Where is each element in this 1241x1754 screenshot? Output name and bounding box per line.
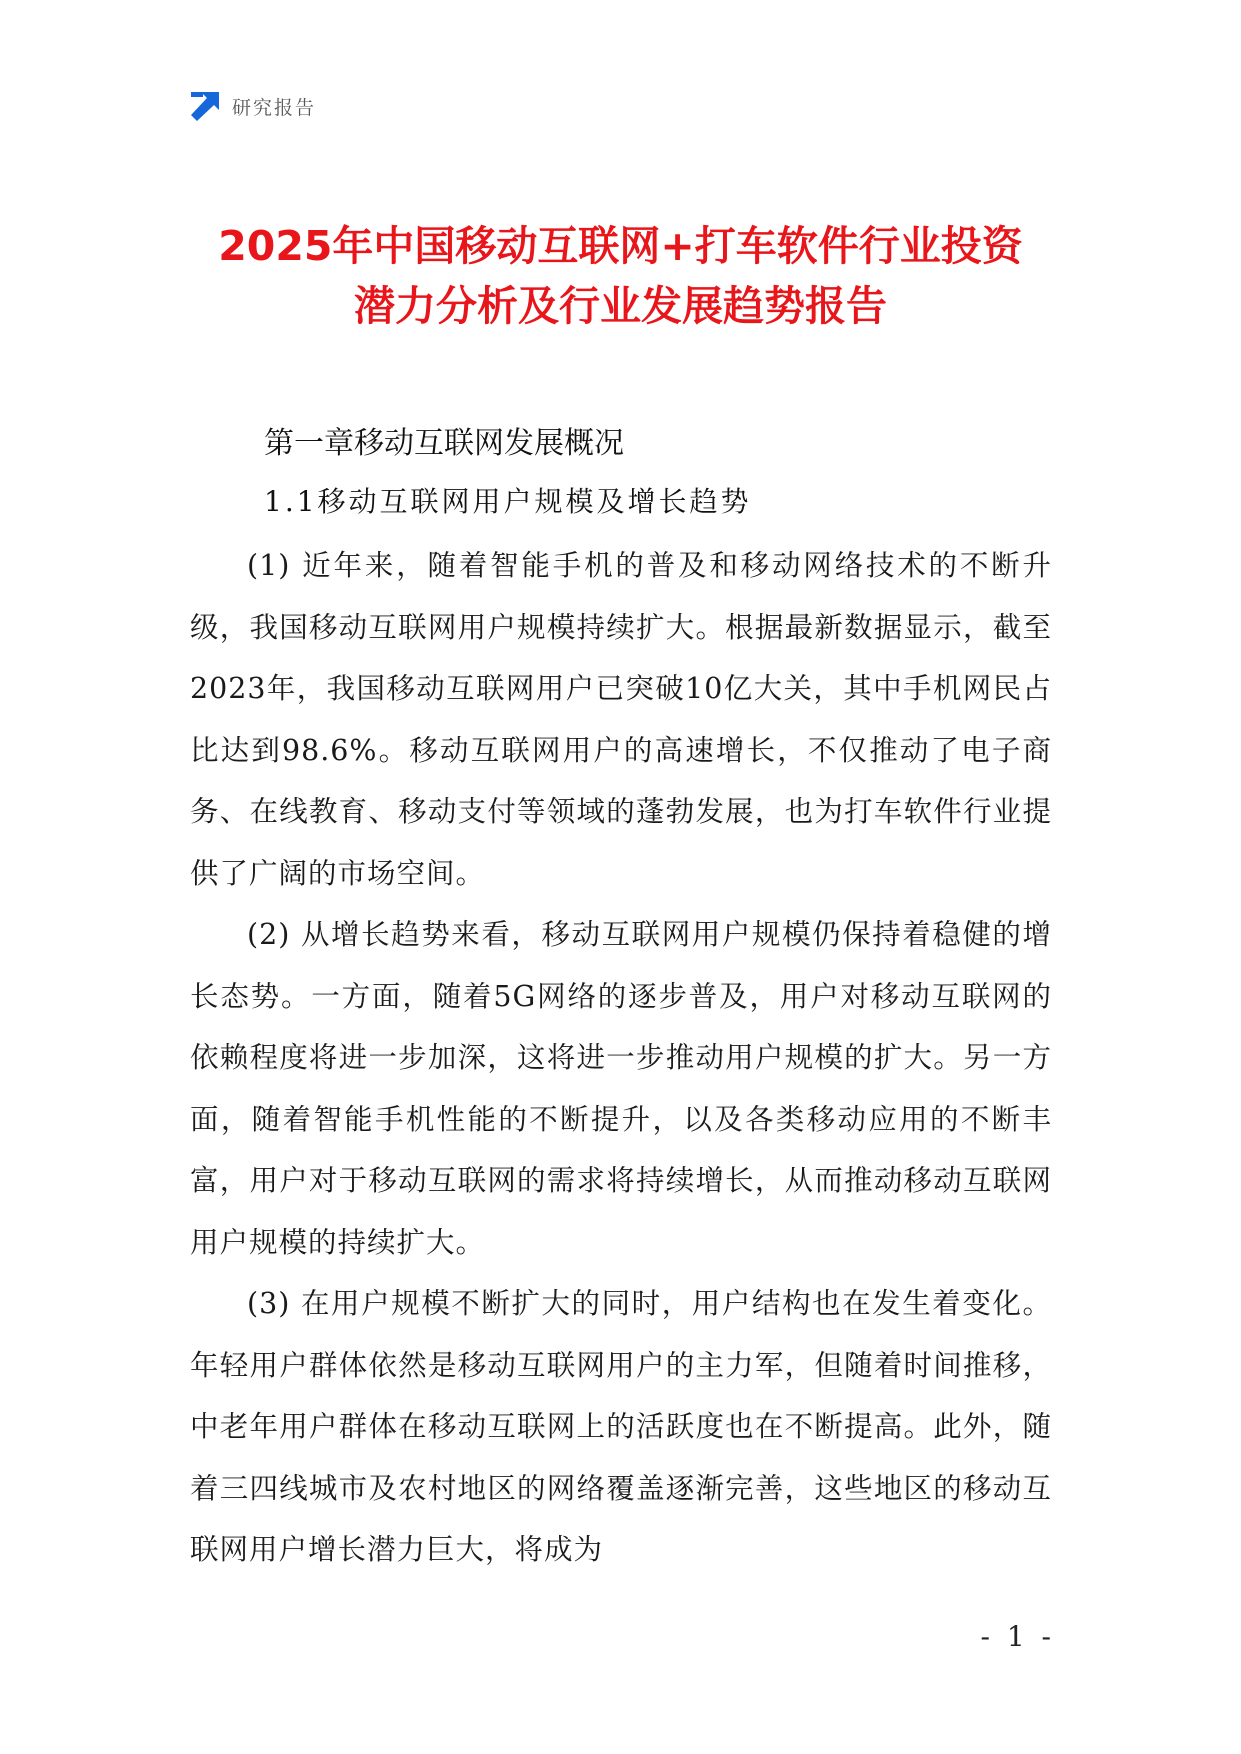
paragraph-3: (3) 在用户规模不断扩大的同时，用户结构也在发生着变化。年轻用户群体依然是移动互联网用户的主力军，但随着时间推移，中老年用户群体在移动互联网上的活跃度也在不断提高。此外，随着三四线城市及农村地区的网络覆盖逐渐完善，这些地区的移动互联网用户增长潜力巨大，将成为 — [190, 1287, 1052, 1566]
page-number: - 1 - — [980, 1620, 1055, 1653]
paragraph-1: (1) 近年来，随着智能手机的普及和移动网络技术的不断升级，我国移动互联网用户规模持续扩大。根据最新数据显示，截至2023年，我国移动互联网用户已突破10亿大关，其中手机网民占比达到98.6%。移动互联网用户的高速增长，不仅推动了电子商务、在线教育、移动支付等领域的蓬勃发展，也为打车软件行业提供了广阔的市场空间。 — [190, 549, 1052, 890]
chapter-heading: 第一章移动互联网发展概况 — [264, 426, 624, 461]
document-title — [150, 216, 1091, 336]
title-line-1: 2025年中国移动互联网+打车软件行业投资 — [218, 222, 1023, 270]
report-arrow-logo-icon — [190, 91, 220, 121]
header-label: 研究报告 — [232, 96, 317, 119]
section-heading: 1.1移动互联网用户规模及增长趋势 — [264, 485, 752, 518]
title-line-2: 潜力分析及行业发展趋势报告 — [354, 282, 887, 330]
body-text — [190, 535, 1052, 1581]
page-header — [190, 88, 316, 124]
paragraph-2: (2) 从增长趋势来看，移动互联网用户规模仍保持着稳健的增长态势。一方面，随着5G网络的逐步普及，用户对移动互联网的依赖程度将进一步加深，这将进一步推动用户规模的扩大。另一方面，随着智能手机性能的不断提升，以及各类移动应用的不断丰富，用户对于移动互联网的需求将持续增长，从而推动移动互联网用户规模的持续扩大。 — [190, 918, 1052, 1259]
